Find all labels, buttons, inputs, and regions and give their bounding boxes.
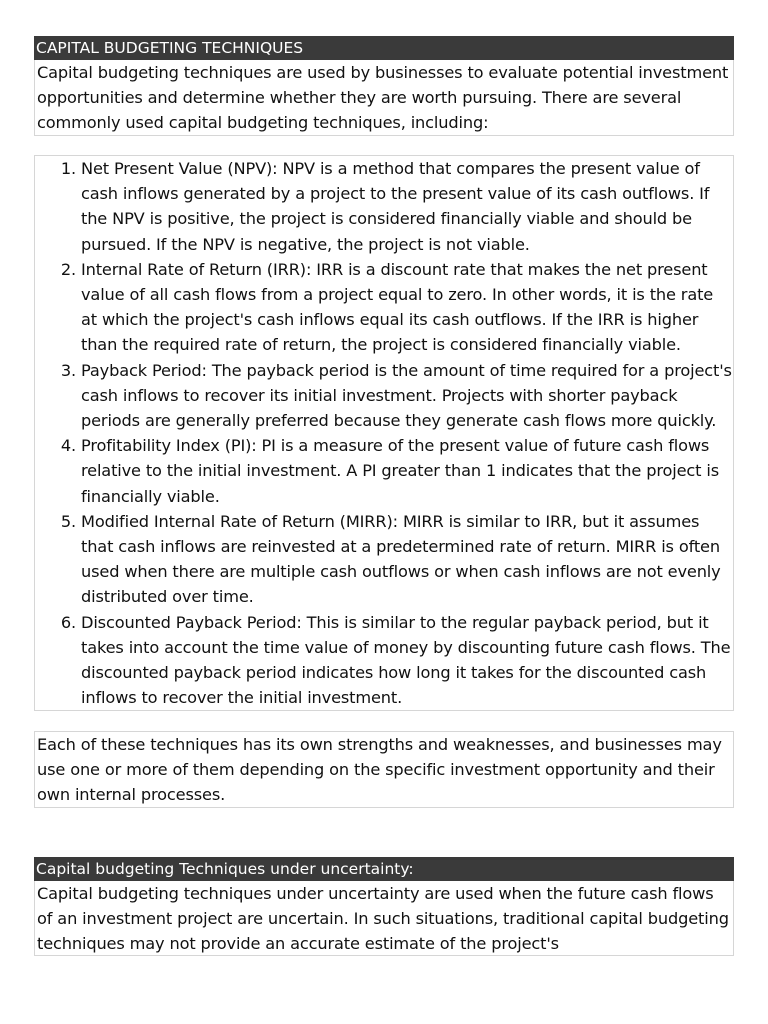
spacer [34,136,734,155]
technique-item-payback-period: 3. Payback Period: The payback period is the amount of time required for a project's cash inflows to recover its initial investment. Projects with shorter payback periods are generally preferred because they generate cash flows more quickly. [81,358,733,434]
technique-item-profitability-index: 4. Profitability Index (PI): PI is a measure of the present value of future cash flows relative to the initial investment. A PI greater than 1 indicates that the project is financially viable. [81,433,733,509]
document-page [34,36,734,956]
conclusion-paragraph: Each of these techniques has its own strengths and weaknesses, and businesses may use one or more of them depending on the specific investment opportunity and their own internal processes. [34,731,734,808]
spacer [34,808,734,857]
section-heading-capital-budgeting: CAPITAL BUDGETING TECHNIQUES [34,36,734,60]
technique-item-npv: 1. Net Present Value (NPV): NPV is a method that compares the present value of cash inflows generated by a project to the present value of its cash outflows. If the NPV is positive, the project is considered financially viable and should be pursued. If the NPV is negative, the project is not viable. [81,156,733,257]
techniques-list [35,156,733,710]
technique-item-mirr: 5. Modified Internal Rate of Return (MIRR): MIRR is similar to IRR, but it assumes that cash inflows are reinvested at a predetermined rate of return. MIRR is often used when there are multiple cash outflows or when cash inflows are not evenly distributed over time. [81,509,733,610]
section-heading-uncertainty: Capital budgeting Techniques under uncertainty: [34,857,734,881]
techniques-list-cell [34,155,734,711]
technique-item-discounted-payback: 6. Discounted Payback Period: This is similar to the regular payback period, but it takes into account the time value of money by discounting future cash flows. The discounted payback period indicates how long it takes for the discounted cash inflows to recover the initial investment. [81,610,733,711]
intro-paragraph: Capital budgeting techniques are used by businesses to evaluate potential investment opportunities and determine whether they are worth pursuing. There are several commonly used capital budgeting techniques, including: [34,60,734,136]
uncertainty-intro-paragraph: Capital budgeting techniques under uncertainty are used when the future cash flows of an investment project are uncertain. In such situations, traditional capital budgeting techniques may not provide an accurate estimate of the project's [34,881,734,956]
technique-item-irr: 2. Internal Rate of Return (IRR): IRR is a discount rate that makes the net present value of all cash flows from a project equal to zero. In other words, it is the rate at which the project's cash inflows equal its cash outflows. If the IRR is higher than the required rate of return, the project is considered financially viable. [81,257,733,358]
spacer [34,711,734,731]
